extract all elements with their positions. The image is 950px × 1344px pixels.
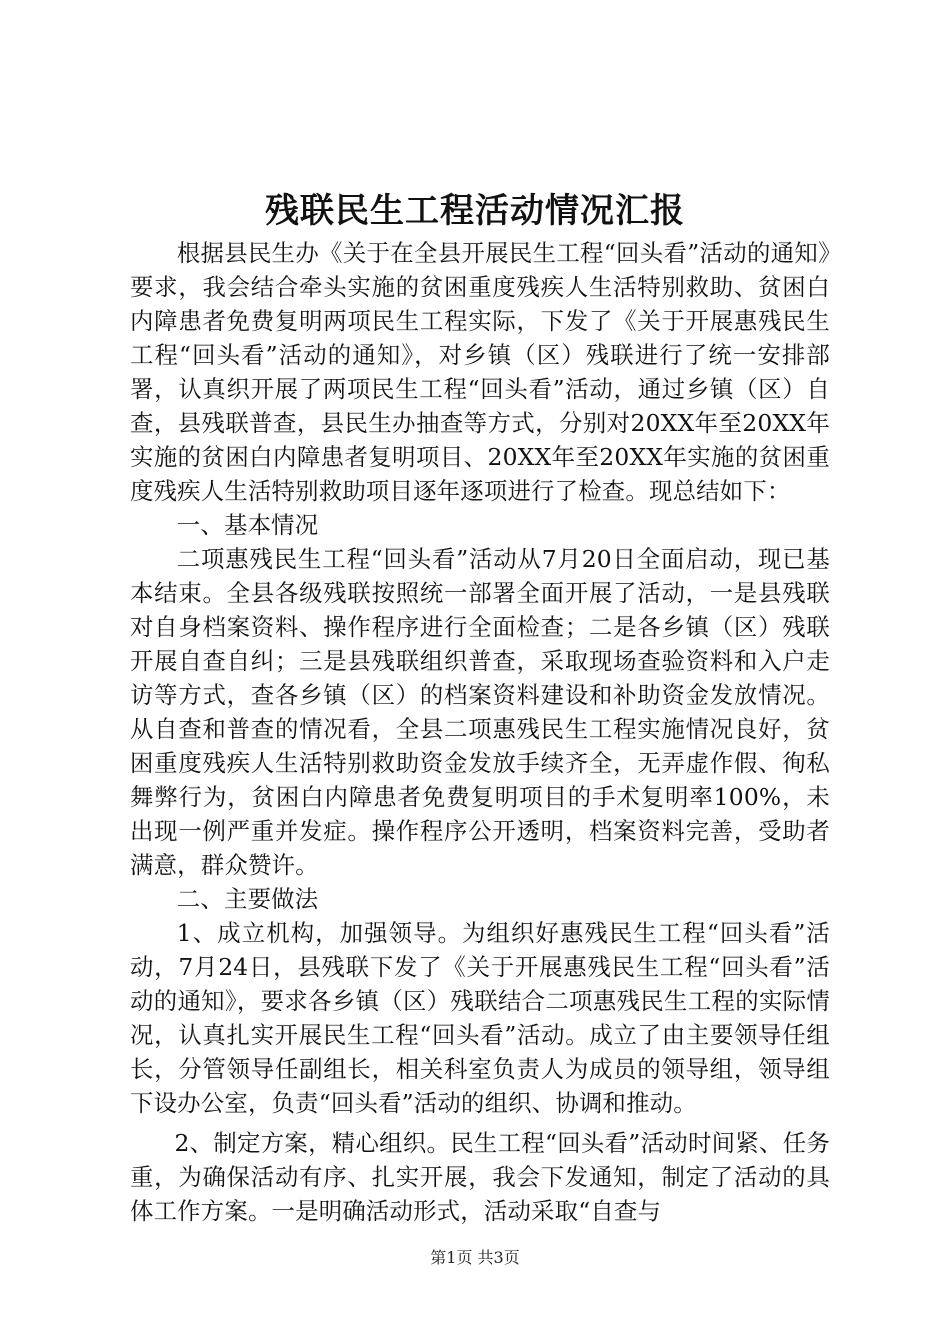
paragraph-basic-situation: 二项惠残民生工程“回头看”活动从7月20日全面启动，现已基本结束。全县各级残联按照统一部署全面开展了活动，一是县残联对自身档案资料、操作程序进行全面检查；二是各乡镇（区）残联开展自查自纠；三是县残联组织普查，采取现场查验资料和入户走访等方式，查各乡镇（区）的档案资料建设和补助资金发放情况。从自查和普查的情况看，全县二项惠残民生工程实施情况良好，贫困重度残疾人生活特别救助资金发放手续齐全，无弄虚作假、徇私舞弊行为，贫困白内障患者免费复明项目的手术复明率100%，未出现一例严重并发症。操作程序公开透明，档案资料完善，受助者满意，群众赞许。 — [130, 545, 830, 879]
paragraph-method-2: 2、制定方案，精心组织。民生工程“回头看”活动时间紧、任务重，为确保活动有序、扎实开展，我会下发通知，制定了活动的具体工作方案。一是明确活动形式，活动采取“自查与 — [130, 1129, 830, 1225]
paragraph-intro: 根据县民生办《关于在全县开展民生工程“回头看”活动的通知》要求，我会结合牵头实施的贫困重度残疾人生活特别救助、贫困白内障患者免费复明两项民生工程实际，下发了《关于开展惠残民生工程“回头看”活动的通知》，对乡镇（区）残联进行了统一安排部署，认真织开展了两项民生工程“回头看”活动，通过乡镇（区）自查，县残联普查，县民生办抽查等方式，分别对20XX年至20XX年实施的贫困白内障患者复明项目、20XX年至20XX年实施的贫困重度残疾人生活特别救助项目逐年逐项进行了检查。现总结如下： — [130, 239, 830, 505]
document-body — [130, 236, 830, 1228]
section-heading-basic: 一、基本情况 — [176, 511, 319, 539]
document-title: 残联民生工程活动情况汇报 — [265, 191, 685, 231]
paragraph-method-1: 1、成立机构，加强领导。为组织好惠残民生工程“回头看”活动，7月24日，县残联下发了《关于开展惠残民生工程“回头看”活动的通知》，要求各乡镇（区）残联结合二项惠残民生工程的实际情况，认真扎实开展民生工程“回头看”活动。成立了由主要领导任组长，分管领导任副组长，相关科室负责人为成员的领导组，领导组下设办公室，负责“回头看”活动的组织、协调和推动。 — [130, 919, 830, 1117]
section-heading-methods: 二、主要做法 — [176, 885, 319, 913]
page-number-footer: 第1页 共3页 — [430, 1248, 520, 1267]
